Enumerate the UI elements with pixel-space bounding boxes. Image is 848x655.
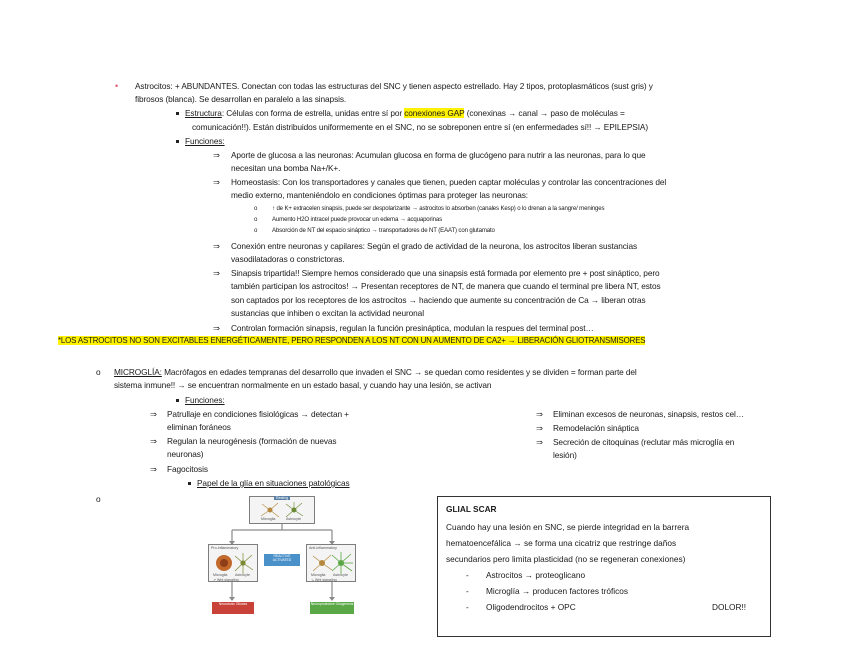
anti-astrocyte-label: Astrocyte — [333, 573, 348, 577]
glial-scar-text-1: Cuando hay una lesión en SNC, se pierde integridad en la barrera — [446, 522, 690, 532]
arrow-icon: ⇒ — [150, 464, 157, 474]
funcion-homeostasis-2: medio externo, manteniéndolo en condiciones óptimas para proteger las neuronas: — [231, 190, 528, 200]
funcion-glucosa-2: necesitan una bomba Na+/K+. — [231, 163, 341, 173]
papel-glia-line — [188, 478, 350, 488]
square-bullet-icon — [188, 482, 191, 485]
microglia-funcion-left-3: Fagocitosis — [167, 464, 208, 474]
arrow-icon: ⇒ — [213, 177, 220, 187]
anti-signaling-label: ↘ Wnt signaling — [311, 578, 337, 582]
astro-funciones-line — [176, 136, 225, 146]
microglia-bullet: o — [96, 367, 101, 377]
pro-astrocyte-label: Astrocyte — [235, 573, 250, 577]
glial-scar-item-2: Microglía → producen factores tróficos — [486, 586, 629, 596]
microglia-funcion-right-3: Secreción de citoquinas (reclutar más microglía en — [553, 437, 735, 447]
arrow-icon: ⇒ — [150, 436, 157, 446]
microglia-intro-1 — [114, 367, 637, 377]
resting-astrocyte-label: Astrocyte — [286, 517, 301, 521]
arrow-icon: ⇒ — [213, 150, 220, 160]
glial-scar-box — [437, 496, 771, 637]
arrow-icon: ⇒ — [536, 437, 543, 447]
microglia-funcion-right-1: Eliminan excesos de neuronas, sinapsis, restos cel… — [553, 409, 744, 419]
arrow-icon: ⇒ — [536, 423, 543, 433]
funcion-conexion-1: Conexión entre neuronas y capilares: Según el grado de actividad de la neurona, los astrocitos liberan sustancias — [231, 241, 638, 251]
microglia-funcion-right-3b: lesión) — [553, 450, 577, 460]
glial-scar-text-3: secundarios pero limita plasticidad (no se regeneran conexiones) — [446, 554, 686, 564]
funcion-sinapsis-1: Sinapsis tripartida!! Siempre hemos considerado que una sinapsis está formada por elemento pre + post sináptico, pero — [231, 268, 660, 278]
anti-inflammatory-box — [306, 544, 356, 582]
astrocitos-bullet: • — [115, 81, 119, 91]
estructura-text-a: : Células con forma de estrella, unidas entre sí por — [221, 108, 405, 118]
funcion-sinapsis-4: sustancias que inhiben o excitan la actividad neuronal — [231, 308, 424, 318]
resting-box — [249, 496, 315, 524]
neurotoxic-outcome-tag: Neurotoxic Glioses — [212, 602, 254, 614]
astro-funciones-label: Funciones: — [185, 136, 225, 146]
funcion-conexion-2: vasodilatadoras o constrictoras. — [231, 254, 345, 264]
microglia-intro-text: Macrófagos en edades tempranas del desarrollo que invaden el SNC → se quedan como residentes y se dividen = forman parte del — [161, 367, 637, 377]
glial-scar-item-1: Astrocitos → proteoglicano — [486, 570, 586, 580]
arrow-icon: ⇒ — [213, 323, 220, 333]
microglia-funcion-left-2: Regulan la neurogénesis (formación de nuevas — [167, 436, 337, 446]
glial-scar-item-3: Oligodendrocitos + OPC — [486, 602, 576, 612]
pro-inflammatory-cells-icon — [209, 551, 257, 575]
highlight-note-text: *LOS ASTROCITOS NO SON EXCITABLES ENERGÉTICAMENTE, PERO RESPONDEN A LOS NT CON UN AUMENTO DE CA2+ → LIBERACIÓN GLIOTRANSMISORES — [58, 336, 646, 345]
homeostasis-sub-1: ↑ de K+ extracelen sinapsis, puede ser despolarizante → astrocitos lo absorben (canales Kesp) o lo drenan a la sangre/ meninges — [272, 205, 605, 212]
arrow-icon: ⇒ — [536, 409, 543, 419]
dash-bullet-icon: - — [466, 586, 469, 596]
funcion-glucosa-1: Aporte de glucosa a las neuronas: Acumulan glucosa en forma de glucógeno para nutrir a las neuronas, para lo que — [231, 150, 646, 160]
reactive-activated-tag: REACTIVE ACTIVATED — [264, 554, 300, 566]
pro-microglia-label: Microglia — [213, 573, 228, 577]
square-bullet-icon — [176, 399, 179, 402]
square-bullet-icon — [176, 140, 179, 143]
anti-inflammatory-cells-icon — [307, 551, 355, 575]
estructura-line-2: comunicación!!). Están distribuidos uniformemente en el SNC, no se sobreponen entre sí (en enfermedades sí!! → EPILEPSIA) — [192, 122, 648, 132]
arrow-icon: ⇒ — [213, 268, 220, 278]
arrow-icon: ⇒ — [213, 241, 220, 251]
microglia-funcion-left-1: Patrullaje en condiciones fisiológicas → detectan + — [167, 409, 349, 419]
estructura-line — [176, 108, 625, 118]
neuroprotective-outcome-tag: Neuroprotective Gliogenesis — [310, 602, 354, 614]
funcion-homeostasis-1: Homeostasis: Con los transportadores y canales que tienen, pueden captar moléculas y controlar las concentraciones del — [231, 177, 667, 187]
conexiones-gap-highlight: conexiones GAP — [404, 108, 465, 118]
resting-microglia-label: Microglia — [261, 517, 276, 521]
funcion-sinapsis-3: son captados por los receptores de los astrocitos → haciendo que aumente su concentración de Ca → liberan otras — [231, 295, 646, 305]
pro-inflammatory-label: Pro-inflammatory — [211, 546, 239, 550]
microglia-funcion-right-2: Remodelación sináptica — [553, 423, 639, 433]
pro-signaling-label: ↗ Wnt signaling — [213, 578, 239, 582]
glia-pathology-figure — [206, 494, 358, 635]
resting-label: Resting — [276, 496, 289, 500]
microglia-funcion-left-2b: neuronas) — [167, 449, 204, 459]
estructura-text-b: (conexinas → canal → paso de moléculas = — [464, 108, 625, 118]
dash-bullet-icon: - — [466, 602, 469, 612]
resting-cells-icon — [250, 500, 314, 522]
circle-bullet-icon: o — [254, 216, 258, 223]
homeostasis-sub-3: Absorción de NT del espacio sináptico → transportadores de NT (EAAT) con glutamato — [272, 227, 495, 234]
microglia-funciones-line — [176, 395, 225, 405]
anti-microglia-label: Microglia — [311, 573, 326, 577]
microglia-funcion-left-1b: eliminan foráneos — [167, 422, 231, 432]
arrow-icon: ⇒ — [150, 409, 157, 419]
papel-glia-label: Papel de la glía en situaciones patológicas — [197, 478, 350, 488]
dash-bullet-icon: - — [466, 570, 469, 580]
circle-bullet-icon: o — [254, 227, 258, 234]
microglia-funciones-label: Funciones: — [185, 395, 225, 405]
glial-scar-title: GLIAL SCAR — [446, 504, 497, 514]
glial-scar-dolor: DOLOR!! — [712, 602, 747, 612]
astrocitos-intro-2: fibrosos (blanca). Se desarrollan en paralelo a las sinapsis. — [135, 94, 347, 104]
square-bullet-icon — [176, 112, 179, 115]
homeostasis-sub-2: Aumento H2O intracel puede provocar un edema → acquaporinas — [272, 216, 443, 223]
estructura-label: Estructura — [185, 108, 222, 118]
microglia-label: MICROGLÍA: — [114, 367, 162, 377]
circle-bullet-icon: o — [254, 205, 258, 212]
glial-scar-text-2: hematoencefálica → se forma una cicatriz que restringe daños — [446, 538, 677, 548]
funcion-controlan: Controlan formación sinapsis, regulan la función presináptica, modulan la respues del terminal post… — [231, 323, 594, 333]
astrocitos-highlight-note — [58, 336, 645, 345]
astrocitos-intro-1: Astrocitos: + ABUNDANTES. Conectan con todas las estructuras del SNC y tienen aspecto estrellado. Hay 2 tipos, protoplasmáticos (sust gris) y — [135, 81, 653, 91]
anti-inflammatory-label: Anti-inflammatory — [309, 546, 337, 550]
microglia-intro-2: sistema inmune!! → se encuentran normalmente en un estado basal, y cuando hay una lesión, se activan — [114, 380, 492, 390]
bottom-bullet: o — [96, 494, 101, 504]
pro-inflammatory-box — [208, 544, 258, 582]
funcion-sinapsis-2: también participan los astrocitos! → Presentan receptores de NT, de manera que cuando el terminal pre libera NT, estos — [231, 281, 661, 291]
